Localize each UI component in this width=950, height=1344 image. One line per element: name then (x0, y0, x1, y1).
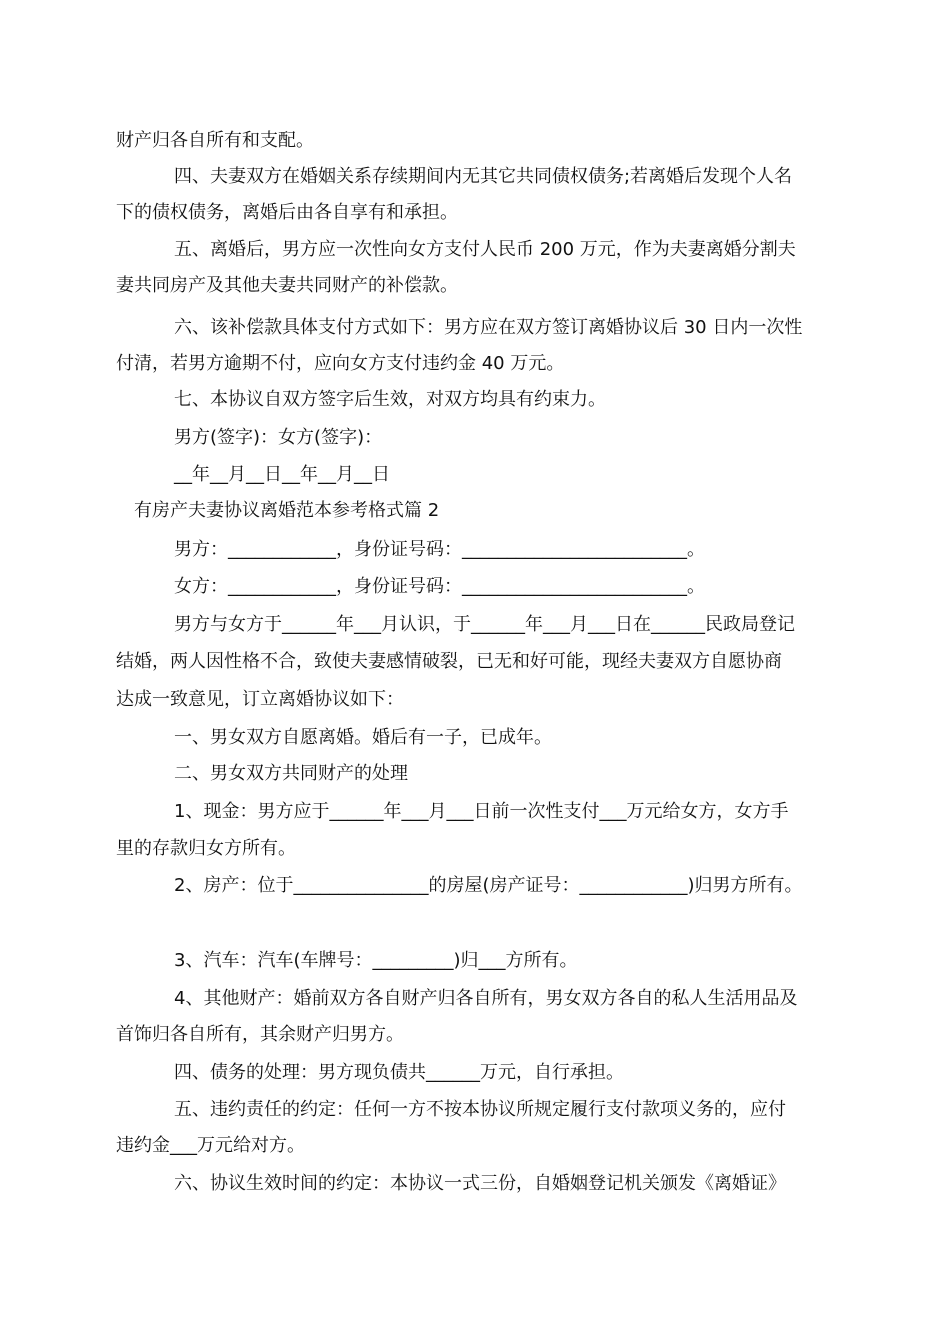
text-line: 首饰归各自所有，其余财产归男方。 (116, 1024, 404, 1045)
signature-line: 男方(签字)：女方(签字)： (174, 427, 383, 448)
text-line: 达成一致意见，订立离婚协议如下： (116, 689, 404, 710)
text-line: 七、本协议自双方签字后生效，对双方均具有约束力。 (174, 389, 606, 410)
text-line: 二、男女双方共同财产的处理 (174, 763, 408, 784)
text-line: 违约金___万元给对方。 (116, 1135, 305, 1156)
text-line: 4、其他财产：婚前双方各自财产归各自所有，男女双方各自的私人生活用品及 (174, 988, 798, 1009)
text-line: 2、房产：位于_______________的房屋(房产证号：____________)归男方所有。 (174, 875, 803, 896)
text-line: 女方：____________，身份证号码：_________________________。 (174, 576, 705, 597)
text-line: 一、男女双方自愿离婚。婚后有一子，已成年。 (174, 727, 552, 748)
text-line: 结婚，两人因性格不合，致使夫妻感情破裂，已无和好可能，现经夫妻双方自愿协商 (116, 651, 782, 672)
text-line: 五、离婚后，男方应一次性向女方支付人民币 200 万元，作为夫妻离婚分割夫 (174, 239, 796, 260)
text-line: 付清，若男方逾期不付，应向女方支付违约金 40 万元。 (116, 353, 565, 374)
text-line: 五、违约责任的约定：任何一方不按本协议所规定履行支付款项义务的，应付 (174, 1099, 786, 1120)
text-line: 四、债务的处理：男方现负债共______万元，自行承担。 (174, 1062, 624, 1083)
date-line: __年__月__日__年__月__日 (174, 464, 390, 485)
text-line: 男方与女方于______年___月认识，于______年___月___日在______民政局登记 (174, 614, 795, 635)
text-line: 六、协议生效时间的约定：本协议一式三份，自婚姻登记机关颁发《离婚证》 (174, 1173, 786, 1194)
text-line: 财产归各自所有和支配。 (116, 130, 314, 151)
text-line: 3、汽车：汽车(车牌号：_________)归___方所有。 (174, 950, 578, 971)
text-line: 四、夫妻双方在婚姻关系存续期间内无其它共同债权债务;若离婚后发现个人名 (174, 166, 793, 187)
text-line: 里的存款归女方所有。 (116, 838, 296, 859)
text-line: 男方：____________，身份证号码：_________________________。 (174, 539, 705, 560)
text-line: 妻共同房产及其他夫妻共同财产的补偿款。 (116, 275, 458, 296)
text-line: 1、现金：男方应于______年___月___日前一次性支付___万元给女方，女方手 (174, 801, 789, 822)
text-line: 六、该补偿款具体支付方式如下：男方应在双方签订离婚协议后 30 日内一次性 (174, 317, 803, 338)
section-heading: 有房产夫妻协议离婚范本参考格式篇 2 (134, 500, 440, 521)
text-line: 下的债权债务，离婚后由各自享有和承担。 (116, 202, 458, 223)
